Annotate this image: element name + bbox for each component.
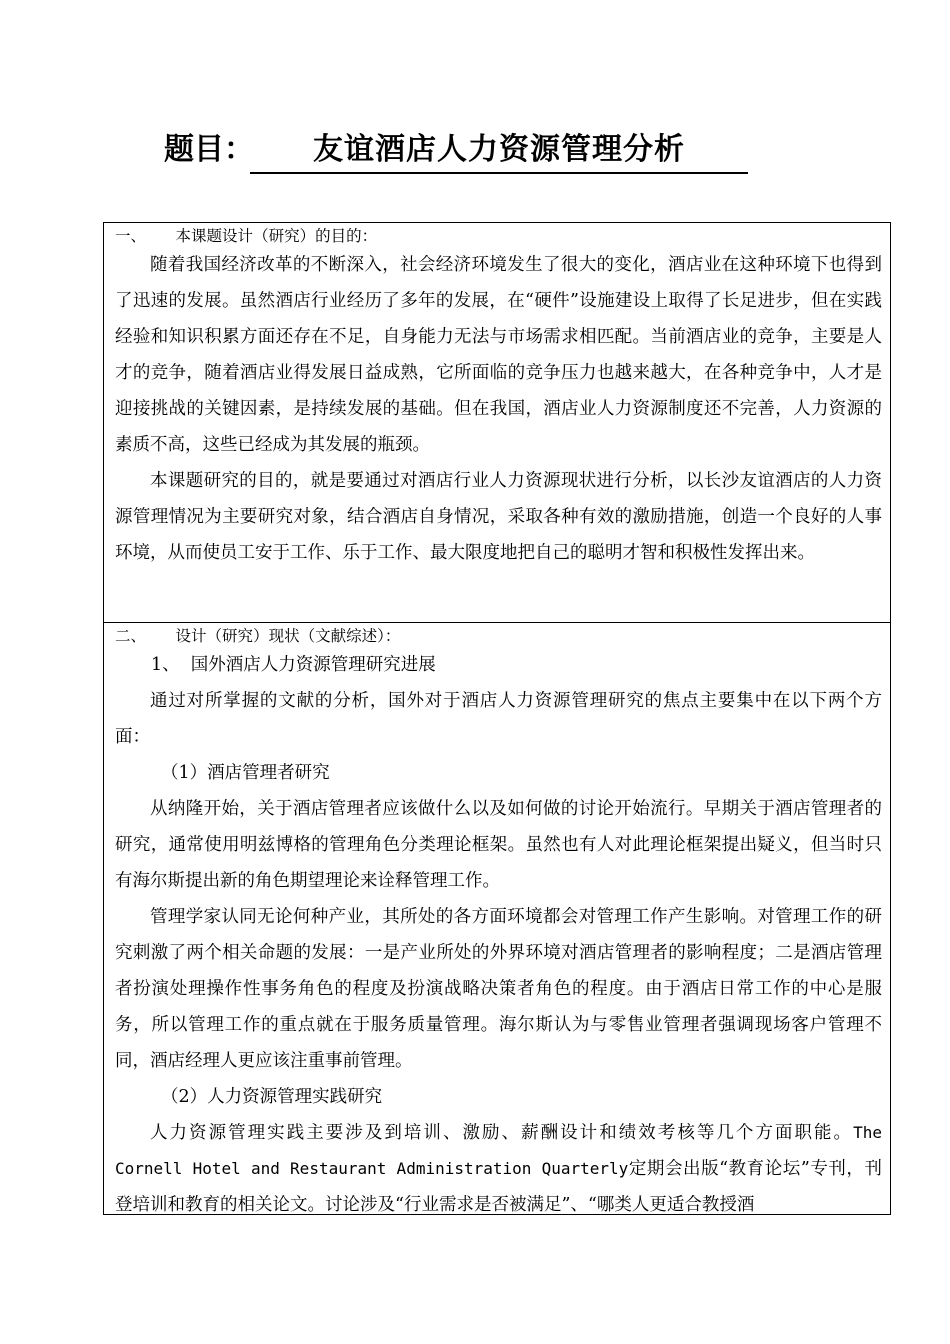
title-underline [250, 128, 748, 174]
review-paragraph: 管理学家认同无论何种产业，其所处的各方面环境都会对管理工作产生影响。对管理工作的研究刺激了两个相关命题的发展：一是产业所处的外界环境对酒店管理者的影响程度；二是酒店管理者扮演处理操作性事务角色的程度及扮演战略决策者角色的程度。由于酒店日常工作的中心是服务，所以管理工作的重点就在于服务质量管理。海尔斯认为与零售业管理者强调现场客户管理不同，酒店经理人更应该注重事前管理。 [115, 907, 882, 1071]
title-row [164, 128, 754, 178]
review-paragraph: 从纳隆开始，关于酒店管理者应该做什么以及如何做的讨论开始流行。早期关于酒店管理者的研究，通常使用明兹博格的管理角色分类理论框架。虽然也有人对此理论框架提出疑义，但当时只有海尔斯提出新的角色期望理论来诠释管理工作。 [115, 799, 882, 891]
review-text: 人力资源管理实践主要涉及到培训、激励、薪酬设计和绩效考核等几个方面职能。 [150, 1123, 854, 1143]
subsection-manager-research: （1）酒店管理者研究 [161, 763, 330, 783]
proposal-table [103, 222, 891, 1215]
review-paragraph: 通过对所掌握的文献的分析，国外对于酒店人力资源管理研究的焦点主要集中在以下两个方面： [115, 691, 882, 747]
journal-name: The Cornell Hotel and Restaurant Administration Quarterly [115, 1123, 882, 1178]
section-purpose-paragraph: 随着我国经济改革的不断深入，社会经济环境发生了很大的变化，酒店业在这种环境下也得到了迅速的发展。虽然酒店行业经历了多年的发展，在“硬件”设施建设上取得了长足进步，但在实践经验和知识积累方面还存在不足，自身能力无法与市场需求相匹配。当前酒店业的竞争，主要是人才的竞争，随着酒店业得发展日益成熟，它所面临的竞争压力也越来越大，在各种竞争中，人才是迎接挑战的关键因素，是持续发展的基础。但在我国，酒店业人力资源制度还不完善，人力资源的素质不高，这些已经成为其发展的瓶颈。 [115, 255, 882, 455]
page-title: 友谊酒店人力资源管理分析 [313, 132, 685, 167]
section-purpose [104, 225, 890, 622]
subsection-foreign-research: 1、 国外酒店人力资源管理研究进展 [151, 655, 436, 675]
review-text: 定期会出版“教育论坛”专刊，刊登培训和教育的相关论文。讨论涉及“行业需求是否被满足”、“哪类人更适合教授酒 [115, 1159, 882, 1214]
section-purpose-paragraph: 本课题研究的目的，就是要通过对酒店行业人力资源现状进行分析，以长沙友谊酒店的人力资源管理情况为主要研究对象，结合酒店自身情况，采取各种有效的激励措施，创造一个良好的人事环境，从而使员工安于工作、乐于工作、最大限度地把自己的聪明才智和积极性发挥出来。 [115, 471, 882, 563]
review-paragraph [115, 1115, 882, 1214]
section-purpose-heading: 一、 本课题设计（研究）的目的： [115, 227, 378, 245]
section-review-heading: 二、 设计（研究）现状（文献综述）： [115, 627, 401, 645]
title-label: 题目： [164, 132, 254, 167]
subsection-hr-practice: （2）人力资源管理实践研究 [161, 1087, 383, 1107]
section-literature-review [104, 622, 890, 1214]
